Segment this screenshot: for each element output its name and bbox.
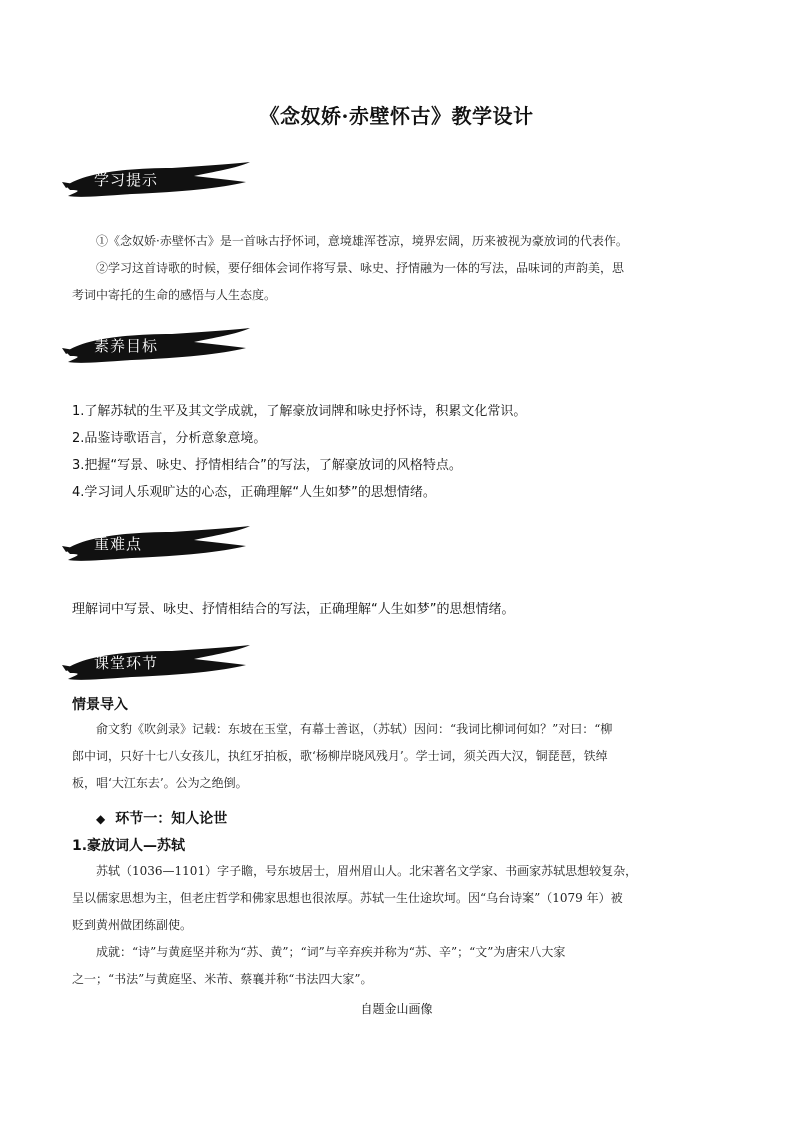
goal-item: 3.把握“写景、咏史、抒情相结合”的写法，了解豪放词的风格特点。 xyxy=(72,458,462,473)
step1-heading-text: 环节一：知人论世 xyxy=(115,811,228,827)
key-point xyxy=(72,596,514,623)
page-title: 《念奴娇·赤壁怀古》教学设计 xyxy=(259,104,534,128)
step1-subheading: 1.豪放词人—苏轼 xyxy=(72,838,186,854)
section-title: 学习提示 xyxy=(94,171,159,189)
goals-list xyxy=(72,398,526,506)
step1-line: 成就：“诗”与黄庭坚并称为“苏、黄”；“词”与辛弃疾并称为“苏、辛”；“文”为唐宋八大家 xyxy=(96,945,566,959)
intro-line: 板，唱‘大江东去’。公为之绝倒。 xyxy=(72,776,248,790)
image-caption: 自题金山画像 xyxy=(360,1002,433,1016)
diamond-bullet-icon: ◆ xyxy=(96,812,106,826)
section-header-class-steps xyxy=(62,643,252,683)
goal-item: 2.品鉴诗歌语言，分析意象意境。 xyxy=(72,431,267,446)
tips-line: ①《念奴娇·赤壁怀古》是一首咏古抒怀词，意境雄浑苍凉，境界宏阔，历来被视为豪放词的代表作。 xyxy=(96,234,628,248)
section-header-goals xyxy=(62,326,252,366)
section-title: 重难点 xyxy=(94,535,143,553)
intro-paragraph xyxy=(72,716,722,797)
tips-paragraph xyxy=(72,228,722,309)
section-title: 素养目标 xyxy=(94,337,159,355)
intro-line: 郎中词，只好十七八女孩儿，执红牙拍板，歌‘杨柳岸晓风残月’。学士词，须关西大汉，铜琵琶，铁绰 xyxy=(72,749,608,763)
section-title: 课堂环节 xyxy=(94,654,159,672)
section-header-tips xyxy=(62,160,252,200)
step1-line: 贬到黄州做团练副使。 xyxy=(72,918,193,932)
goal-item: 4.学习词人乐观旷达的心态，正确理解“人生如梦”的思想情绪。 xyxy=(72,485,436,500)
step1-paragraph xyxy=(72,858,722,993)
tips-line: 考词中寄托的生命的感悟与人生态度。 xyxy=(72,288,277,302)
brush-stroke-icon xyxy=(62,524,252,564)
step1-heading xyxy=(96,808,227,828)
step1-line: 呈以儒家思想为主，但老庄哲学和佛家思想也很浓厚。苏轼一生仕途坎坷。因“乌台诗案”（1079 年）被 xyxy=(72,891,623,905)
step1-line: 之一；“书法”与黄庭坚、米芾、蔡襄并称“书法四大家”。 xyxy=(72,972,373,986)
section-header-key-points xyxy=(62,524,252,564)
key-point-text: 理解词中写景、咏史、抒情相结合的写法，正确理解“人生如梦”的思想情绪。 xyxy=(72,602,515,617)
step1-line: 苏轼（1036—1101）字子瞻，号东坡居士，眉州眉山人。北宋著名文学家、书画家苏轼思想较复杂， xyxy=(96,864,638,878)
intro-heading: 情景导入 xyxy=(72,697,128,713)
intro-line: 俞文豹《吹剑录》记载：东坡在玉堂，有幕士善讴，（苏轼）因问：“我词比柳词何如？”对曰：“柳 xyxy=(96,722,613,736)
goal-item: 1.了解苏轼的生平及其文学成就，了解豪放词牌和咏史抒怀诗，积累文化常识。 xyxy=(72,404,527,419)
tips-line: ②学习这首诗歌的时候，要仔细体会词作将写景、咏史、抒情融为一体的写法，品味词的声韵美，思 xyxy=(96,261,625,275)
